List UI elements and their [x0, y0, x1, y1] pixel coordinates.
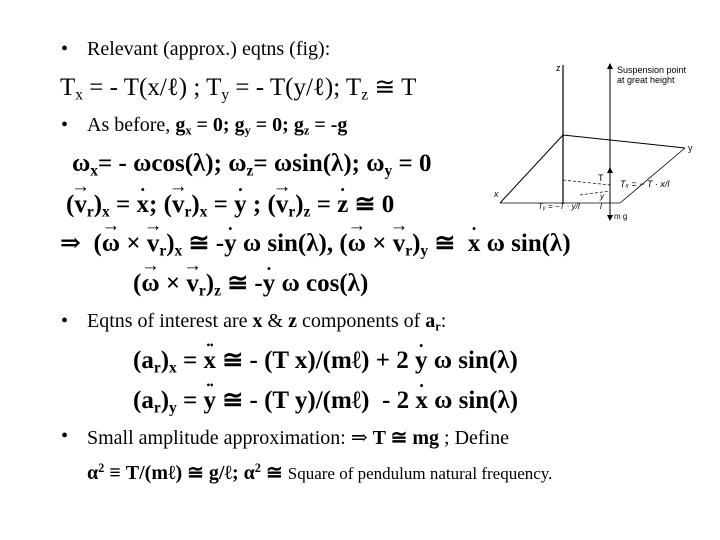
eq-accel-y — [133, 385, 518, 415]
tx-label: Tₓ = − T · x/l — [620, 179, 670, 189]
axis-z-label: z — [556, 63, 561, 73]
plane-edge-2 — [620, 148, 685, 203]
eq-velocity-text: (→ $v_r)_x$ = • x; (→ $v_r)_x$ = • y ; (→ $v_r)_z$ = • z ≅ 0 — [66, 191, 394, 218]
gravity-arrow-head — [607, 215, 613, 221]
l-label: l — [600, 202, 602, 211]
eq-accel-x-text: $(a_r)_x$ = •• x ≅ - (T x)/(mℓ) + 2 • y ω sin(λ) — [133, 347, 518, 374]
axis-y-label: y — [688, 143, 693, 153]
eq-cross-xy — [60, 228, 571, 258]
eq-alpha — [87, 460, 552, 485]
bullet-eqtns-interest — [87, 310, 446, 333]
mg-label: m g — [614, 212, 628, 221]
pendulum-figure — [480, 55, 712, 230]
x-axis-line — [500, 135, 563, 203]
eq-cross-z-text: (→ ω × → $v_r)_z$ ≅ -• y ω cos(λ) — [133, 270, 368, 297]
bullet-gravity-text: As before, $g_x = 0$; $g_y = 0$; $g_z = -g$ — [87, 114, 348, 138]
eq-tension-text: $T_x$ = - T(x/ℓ) ; $T_y$ = - T(y/ℓ); $T_z$ ≅ T — [60, 74, 417, 104]
tension-arrow-head — [607, 167, 613, 173]
suspension-label-line1: Suspension point — [617, 65, 687, 75]
bullet-relevant-eqtns-text: Relevant (approx.) eqtns (fig): — [87, 38, 331, 60]
y-axis-line — [563, 135, 685, 148]
bullet-eqtns-interest-text: Eqtns of interest are x & z components of $a_r$: — [87, 310, 447, 334]
eq-omega — [72, 150, 432, 178]
bullet-gravity — [87, 114, 347, 137]
suspension-arrow-head — [607, 63, 613, 69]
tension-label: T — [598, 173, 604, 183]
bullet-small-amplitude — [87, 425, 509, 450]
y-offset-label: y — [600, 192, 604, 201]
bullet-small-amplitude-text: Small amplitude approximation: ⇒ T ≅ mg ; Define — [87, 427, 509, 449]
bullet-relevant-eqtns — [87, 38, 330, 61]
eq-cross-xy-text: ⇒ (→ ω × → $v_r)_x$ ≅ -• y ω sin(λ), (→ ω × → $v_r)_y$ ≅ • x ω sin(λ) — [60, 230, 571, 257]
eq-omega-text: $\omega_x= - \omega\cos(\lambda)$; $\omega_z= \omega\sin(\lambda)$; $\omega_y = 0$ — [72, 150, 432, 180]
eq-tension — [60, 72, 416, 102]
eq-alpha-text: $\alpha^2$ ≡ T/(mℓ) ≅ g/ℓ; $\alpha^2$ ≅ Square of pendulum natural frequency. — [87, 461, 553, 484]
axis-x-label: x — [494, 189, 499, 199]
projection-dash-2 — [580, 191, 610, 195]
suspension-label-line2: at great height — [617, 75, 675, 85]
eq-accel-x — [133, 345, 518, 375]
eq-accel-y-text: $(a_r)_y$ = •• y ≅ - (T y)/(mℓ) - 2 • x ω sin(λ) — [133, 387, 518, 414]
ty-label: Tᵧ = −T · y/l — [538, 202, 580, 211]
eq-cross-z — [133, 268, 368, 298]
